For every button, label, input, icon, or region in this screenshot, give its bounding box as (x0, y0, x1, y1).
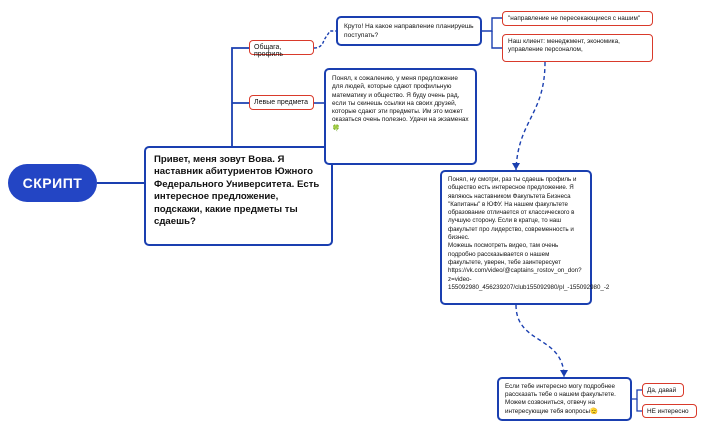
link-reply-option2 (492, 31, 502, 48)
profile-option-client[interactable]: Наш клиент: менеджмент, экономика, управление персоналом, (502, 34, 653, 62)
link-reply-option1 (482, 18, 502, 31)
pitch-node[interactable]: Понял, ну смотри, раз ты сдаешь профиль и общество есть интересное предложение. Я являюсь наставником Факультета Бизнеса "Капитаны" в ЮФУ. На нашем факультете образование отличается от классического в лучшую сторону. Если в кратце, то наш факультет про лидерство, современность и бизнес. Можешь посмотреть видео, там очень подробно рассказывается о нашем факультете, уверен, тебе заинтересует https://vk.com/video/@captains_rostov_on_don?z=video-155092980_456239207/club155092980/pl_-155092980_-2 (440, 170, 592, 305)
followup-node[interactable]: Если тебе интересно могу подробнее рассказать тебе о нашем факультете. Можем созвониться, отвечу на интересующие тебя вопросы🫡 (497, 377, 632, 421)
left-reply-node[interactable]: Понял, к сожалению, у меня предложение для людей, которые сдают профильную математику и общество. Я буду очень рад, если ты скинешь ссылки на своих друзей, которые сдают эти предметы. Им это может оказаться очень полезно. Удачи на экзаменах🍀 (324, 68, 477, 165)
script-root-label: СКРИПТ (22, 175, 83, 191)
answer-no[interactable]: НЕ интересно (642, 404, 697, 418)
link-greeting-profile (232, 48, 249, 146)
link-option-pitch (516, 62, 545, 170)
link-followup-yes (632, 390, 642, 399)
branch-profile-tag[interactable]: Общага, профиль (249, 40, 314, 55)
arrowhead-pitch (512, 163, 520, 170)
branch-left-tag[interactable]: Левые предмета (249, 95, 314, 110)
profile-option-other[interactable]: "направление не пересекающиеся с нашим" (502, 11, 653, 26)
link-profile-reply (314, 31, 336, 48)
link-pitch-followup (516, 305, 564, 377)
greeting-node[interactable]: Привет, меня зовут Вова. Я наставник абитуриентов Южного Федерального Университета. Есть интересное предложение, подскажи, какие предметы ты сдаешь? (144, 146, 333, 246)
arrowhead-followup (560, 370, 568, 377)
script-root-node[interactable] (8, 164, 97, 202)
answer-yes[interactable]: Да, давай (642, 383, 684, 397)
profile-reply-node[interactable]: Круто! На какое направление планируешь поступать? (336, 16, 482, 46)
